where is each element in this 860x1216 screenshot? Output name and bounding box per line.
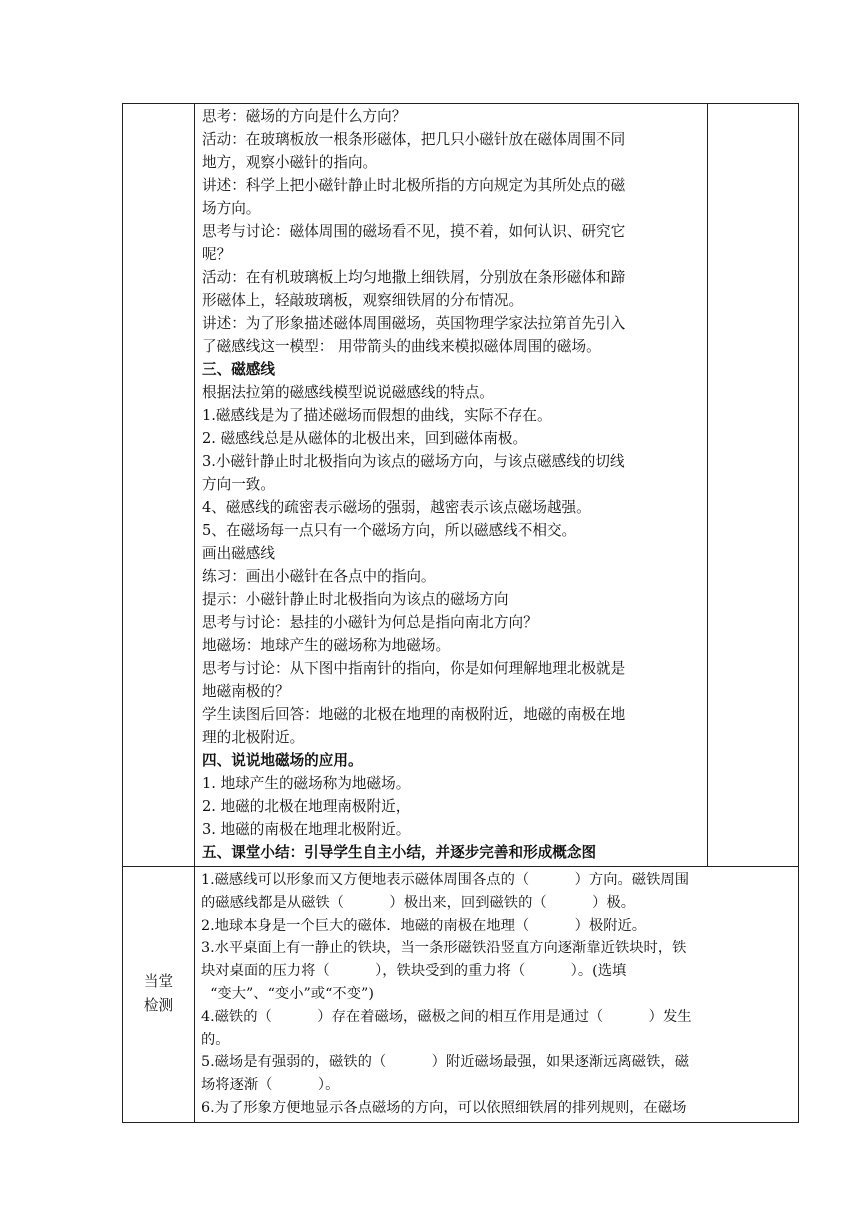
section-heading: 三、磁感线	[202, 361, 275, 378]
text-line: 地磁南极的？	[202, 683, 290, 700]
classroom-test-content-cell	[195, 867, 799, 1123]
teaching-process-row	[123, 104, 799, 867]
text-line: 思考与讨论：从下图中指南针的指向，你是如何理解地理北极就是	[202, 660, 626, 677]
text-line: 3.小磁针静止时北极指向为该点的磁场方向，与该点磁感线的切线	[202, 453, 625, 470]
text-line: 2. 磁感线总是从磁体的北极出来，回到磁体南极。	[202, 430, 528, 447]
text-line: 练习：画出小磁针在各点中的指向。	[202, 568, 436, 585]
question-line: 的。	[201, 1031, 230, 1048]
question-line: 6.为了形象方便地显示各点磁场的方向，可以依照细铁屑的排列规则，在磁场	[201, 1099, 687, 1116]
text-line: 思考：磁场的方向是什么方向？	[202, 108, 407, 125]
text-line: 1. 地球产生的磁场称为地磁场。	[202, 775, 411, 792]
question-line: 5.磁场是有强弱的，磁铁的（ ）附近磁场最强，如果逐渐远离磁铁，磁	[201, 1054, 689, 1071]
row-label-cell-empty	[123, 104, 195, 867]
text-line: 讲述：为了形象描述磁体周围磁场，英国物理学家法拉第首先引入	[202, 315, 626, 332]
classroom-test-label-line2: 检测	[143, 997, 174, 1015]
text-line: 讲述：科学上把小磁针静止时北极所指的方向规定为其所处点的磁	[202, 177, 626, 194]
text-line: 理的北极附近。	[202, 729, 305, 746]
question-line: 的磁感线都是从磁铁（ ）极出来，回到磁铁的（ ）极。	[201, 894, 636, 911]
text-line: 5、在磁场每一点只有一个磁场方向，所以磁感线不相交。	[202, 522, 577, 539]
question-line: 1.磁感线可以形象而又方便地表示磁体周围各点的（ ）方向。磁铁周围	[201, 872, 689, 888]
text-line: 地磁场：地球产生的磁场称为地磁场。	[202, 637, 451, 654]
text-line: 根据法拉第的磁感线模型说说磁感线的特点。	[202, 384, 494, 401]
text-line: 学生读图后回答：地磁的北极在地理的南极附近，地磁的南极在地	[202, 706, 626, 723]
text-line: 提示：小磁针静止时北极指向为该点的磁场方向	[202, 591, 509, 608]
section-heading: 五、课堂小结：引导学生自主小结，并逐步完善和形成概念图	[202, 844, 597, 861]
text-line: 形磁体上，轻敲玻璃板，观察细铁屑的分布情况。	[202, 292, 524, 309]
question-line: “变大”、“变小”或“不变”)	[201, 985, 374, 1002]
text-line: 呢？	[202, 246, 232, 263]
text-line: 思考与讨论：磁体周围的磁场看不见，摸不着，如何认识、研究它	[202, 223, 626, 240]
text-line: 活动：在玻璃板放一根条形磁体，把几只小磁针放在磁体周围不同	[202, 131, 626, 148]
classroom-test-label-line1: 当堂	[143, 973, 174, 991]
text-line: 4、磁感线的疏密表示磁场的强弱，越密表示该点磁场越强。	[202, 499, 591, 516]
question-line: 2.地球本身是一个巨大的磁体．地磁的南极在地理（ ）极附近。	[201, 917, 647, 934]
text-line: 活动：在有机玻璃板上均匀地撒上细铁屑，分别放在条形磁体和蹄	[202, 269, 626, 286]
classroom-test-label-cell	[123, 867, 195, 1123]
question-line: 4.磁铁的（ ）存在着磁场，磁极之间的相互作用是通过（ ）发生	[201, 1008, 692, 1025]
text-line: 场方向。	[202, 200, 261, 217]
classroom-test-questions	[195, 867, 798, 1122]
text-line: 画出磁感线	[202, 545, 275, 562]
text-line: 了磁感线这一模型： 用带箭头的曲线来模拟磁体周围的磁场。	[202, 338, 601, 355]
text-line: 1.磁感线是为了描述磁场而假想的曲线，实际不存在。	[202, 407, 552, 424]
question-line: 3.水平桌面上有一静止的铁块，当一条形磁铁沿竖直方向逐渐靠近铁块时，铁	[201, 940, 687, 957]
teaching-content-cell	[195, 104, 708, 867]
text-line: 方向一致。	[202, 476, 275, 493]
classroom-test-row	[123, 867, 799, 1123]
text-line: 2. 地磁的北极在地理南极附近，	[202, 798, 411, 815]
teaching-content	[195, 104, 707, 866]
section-heading: 四、说说地磁场的应用。	[202, 752, 363, 769]
text-line: 地方，观察小磁针的指向。	[202, 154, 378, 171]
question-line: 块对桌面的压力将（ ），铁块受到的重力将（ ）。(选填	[201, 963, 627, 980]
lesson-table	[122, 103, 799, 1123]
text-line: 思考与讨论：悬挂的小磁针为何总是指向南北方向？	[202, 614, 538, 631]
text-line: 3. 地磁的南极在地理北极附近。	[202, 821, 411, 838]
question-line: 场将逐渐（ ）。	[201, 1077, 340, 1094]
notes-cell-empty	[708, 104, 799, 867]
